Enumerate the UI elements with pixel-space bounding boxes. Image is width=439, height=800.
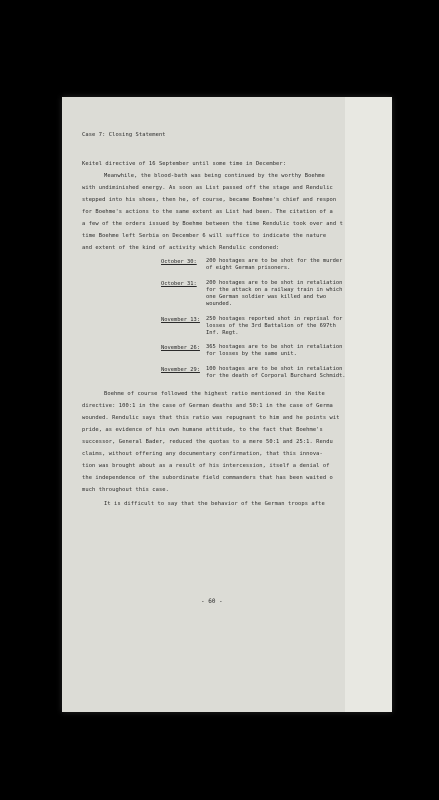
list-date: November 26: (161, 345, 200, 351)
para2-line: successor, General Bader, reduced the quotas to a mere 50:1 and 25:1. Rendu (82, 439, 333, 445)
list-date: October 30: (161, 259, 197, 265)
para2-line: wounded. Rendulic says that this ratio was repugnant to him and he points wit (82, 415, 340, 421)
para1-line: with undiminished energy. As soon as List passed off the stage and Rendulic (82, 185, 333, 191)
list-text: of eight German prisoners. (206, 265, 291, 271)
list-text: wounded. (206, 301, 232, 307)
para1-line: time Boehme left Serbia on December 6 will suffice to indicate the nature (82, 233, 327, 239)
para2-line: the independence of the subordinate field commanders that has been waited o (82, 475, 333, 481)
list-text: 365 hostages are to be shot in retaliation (206, 344, 343, 350)
list-date: November 29: (161, 367, 200, 373)
para2-line: pride, as evidence of his own humane attitude, to the fact that Boehme's (82, 427, 323, 433)
page-number: - 60 - (201, 598, 223, 605)
page-edge (345, 97, 392, 712)
list-text: Inf. Regt. (206, 330, 239, 336)
para1-line: for Boehme's actions to the same extent as List had been. The citation of a (82, 209, 333, 215)
section-heading: Case 7: Closing Statement (82, 132, 166, 138)
para1-line: Meanwhile, the blood-bath was being continued by the worthy Boehme (104, 173, 325, 179)
para2-line: claims, without offering any documentary confirmation, that this innova- (82, 451, 323, 457)
list-date: October 31: (161, 281, 197, 287)
list-text: for the death of Corporal Burchard Schmidt. (206, 373, 346, 379)
para2-line: Boehme of course followed the highest ratio mentioned in the Keite (104, 391, 325, 397)
para2-line: much throughout this case. (82, 487, 169, 493)
list-text: 200 hostages are to be shot in retaliation (206, 280, 343, 286)
para2-line: tion was brought about as a result of his intercession, itself a denial of (82, 463, 330, 469)
list-text: for losses by the same unit. (206, 351, 297, 357)
para3-line: It is difficult to say that the behavior of the German troops afte (104, 501, 325, 507)
list-text: losses of the 3rd Battalion of the 697th (206, 323, 336, 329)
list-text: for the attack on a railway train in which (206, 287, 343, 293)
list-text: 100 hostages are to be shot in retaliation (206, 366, 343, 372)
para2-line: directive: 100:1 in the case of German deaths and 50:1 in the case of Germa (82, 403, 333, 409)
directive-line: Keitel directive of 16 September until some time in December: (82, 161, 287, 167)
list-date: November 13: (161, 317, 200, 323)
para1-line: a few of the orders issued by Boehme between the time Rendulic took over and t (82, 221, 343, 227)
list-text: 200 hostages are to be shot for the murder (206, 258, 343, 264)
list-text: one German soldier was killed and two (206, 294, 327, 300)
para1-line: stepped into his shoes, then he, of course, became Boehme's chief and respon (82, 197, 337, 203)
list-text: 250 hostages reported shot in reprisal for (206, 316, 343, 322)
para1-line: and extent of the kind of activity which Rendulic condoned: (82, 245, 280, 251)
